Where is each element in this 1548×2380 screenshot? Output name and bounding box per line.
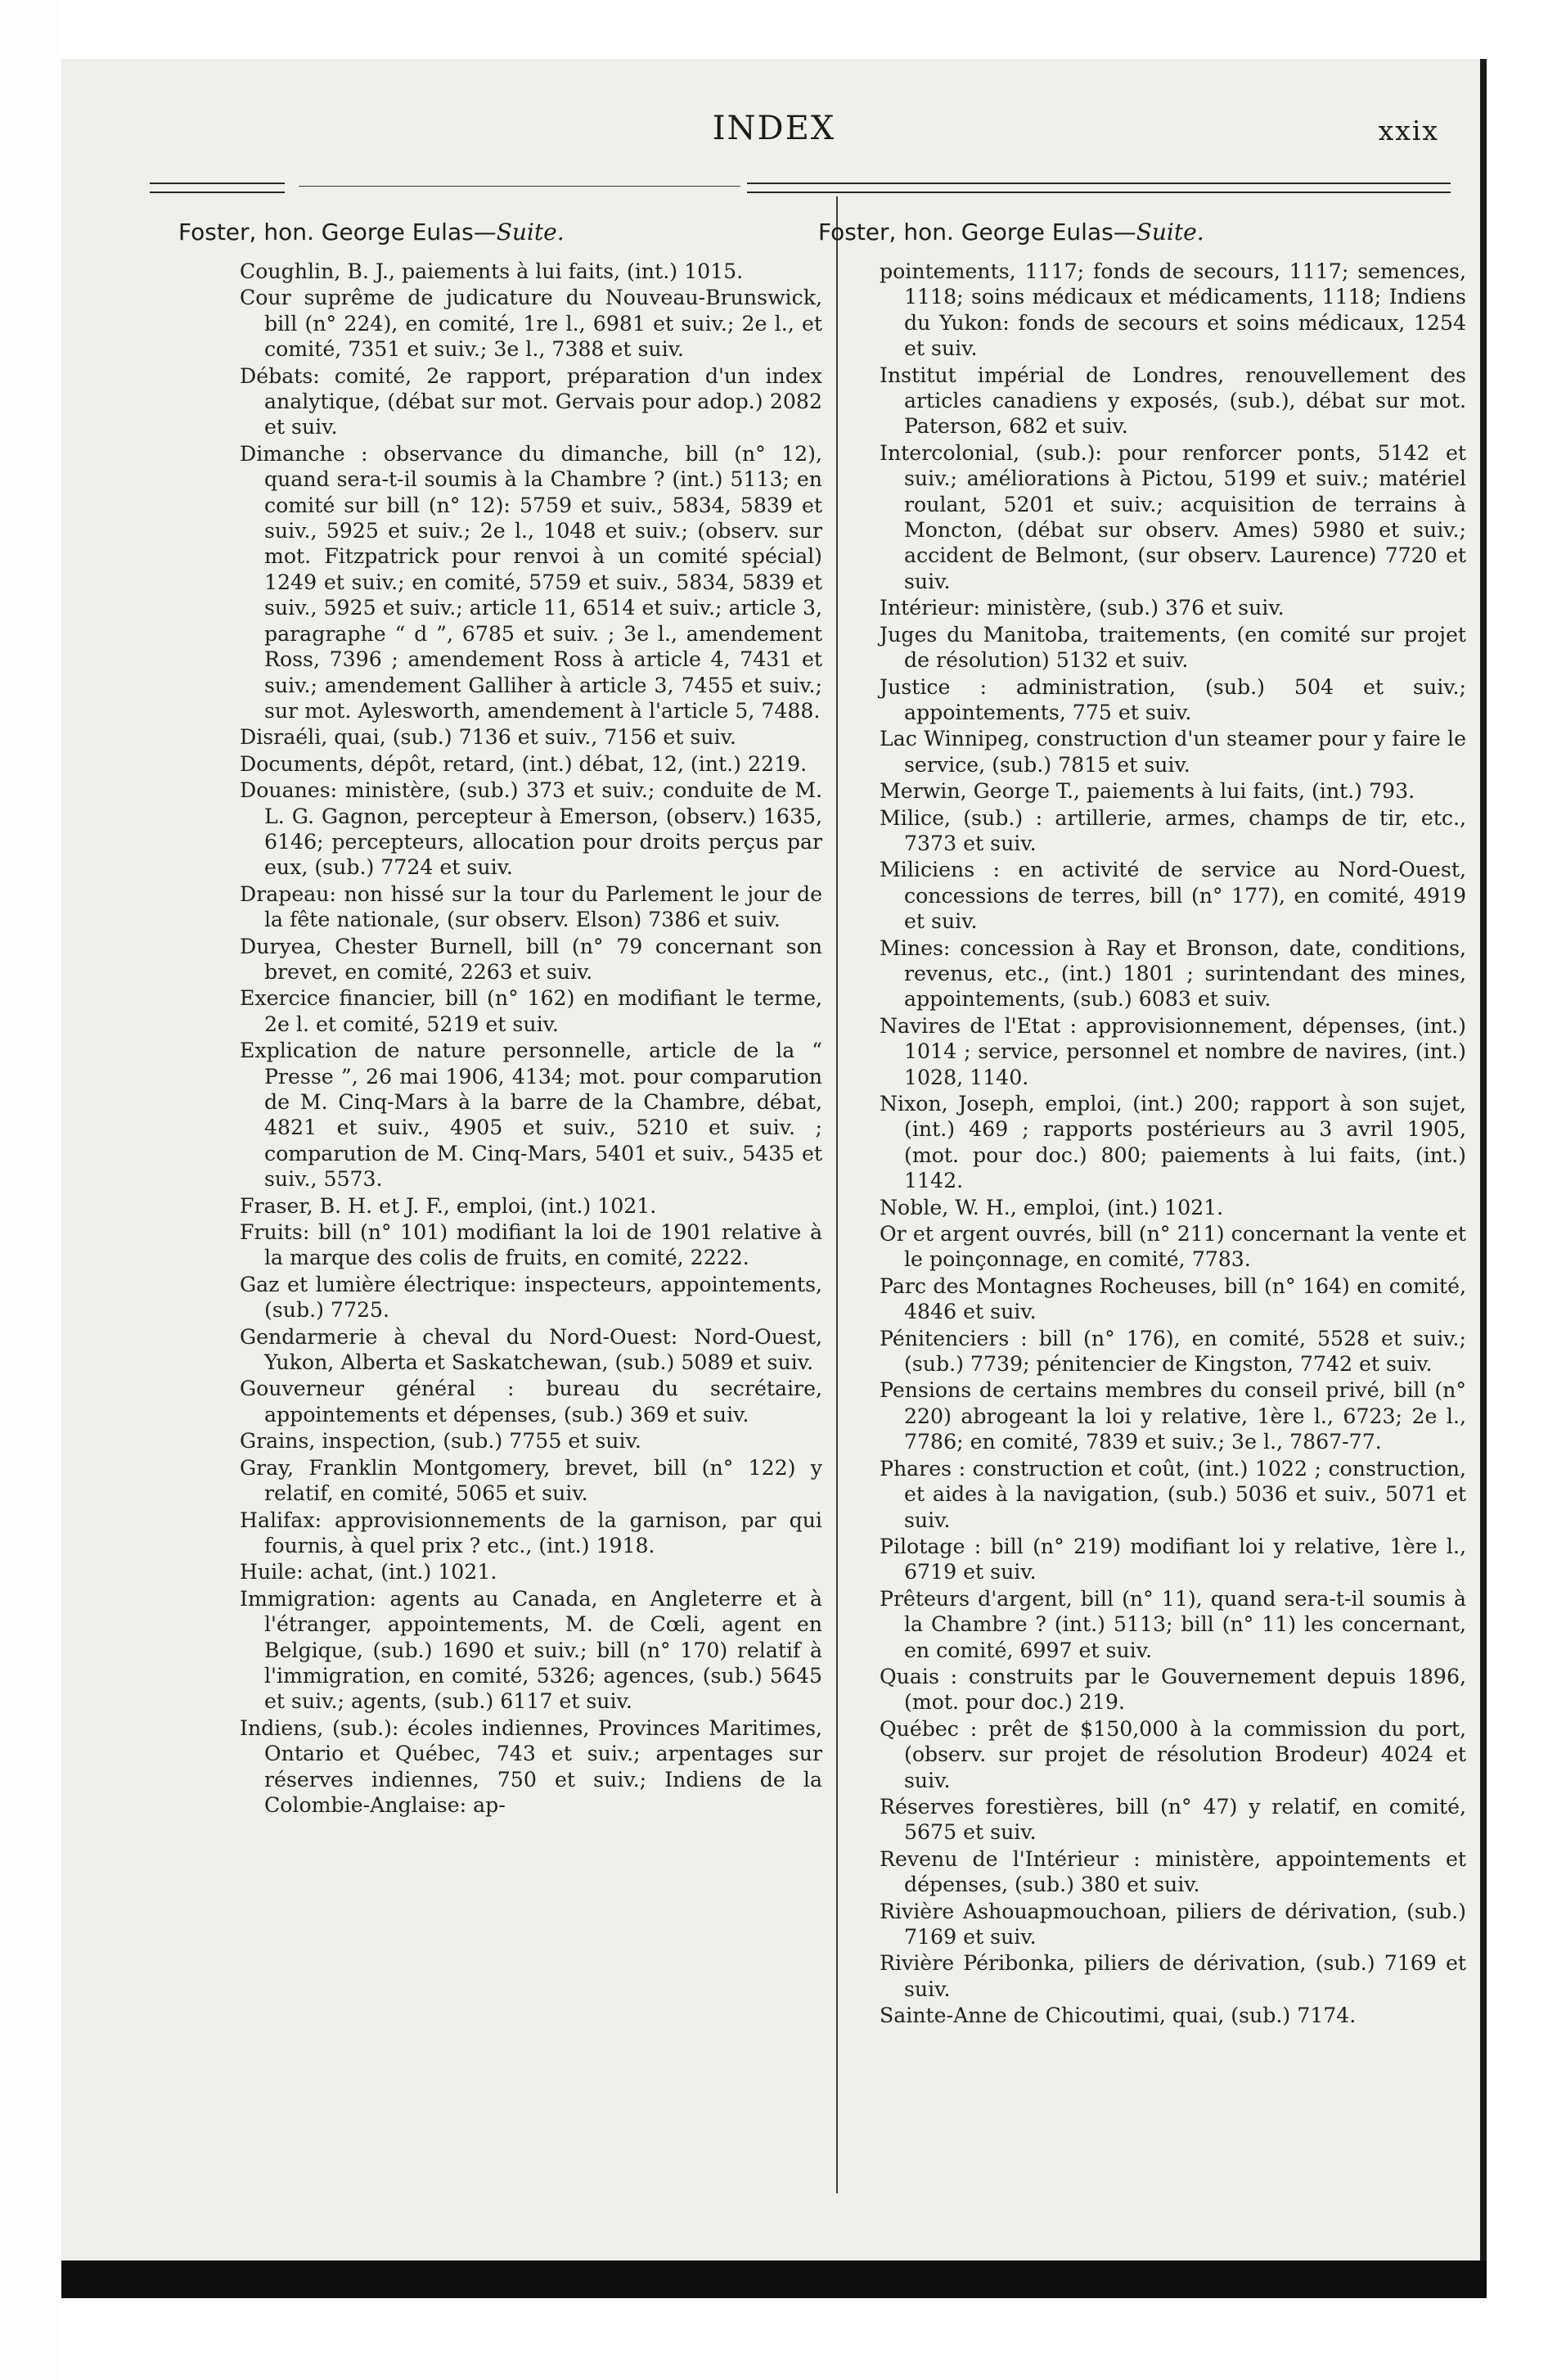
index-entry: Juges du Manitoba, traitements, (en comité sur projet de résolution) 5132 et suiv. xyxy=(880,622,1466,673)
index-entry: Justice : administration, (sub.) 504 et suiv.; appointements, 775 et suiv. xyxy=(880,674,1466,724)
index-entry: Gouverneur général : bureau du secrétaire, appointements et dépenses, (sub.) 369 et suiv. xyxy=(240,1377,822,1427)
index-entry: Coughlin, B. J., paiements à lui faits, (int.) 1015. xyxy=(240,259,744,283)
index-entry: Institut impérial de Londres, renouvellement des articles canadiens y exposés, (sub.), débat sur mot. Paterson, 682 et suiv. xyxy=(880,363,1466,439)
index-entry: Noble, W. H., emploi, (int.) 1021. xyxy=(880,1195,1224,1219)
heading-suite: Suite. xyxy=(1136,219,1204,246)
index-entry: Documents, dépôt, retard, (int.) débat, 12, (int.) 2219. xyxy=(240,751,808,776)
index-entry: Revenu de l'Intérieur : ministère, appointements et dépenses, (sub.) 380 et suiv. xyxy=(880,1846,1466,1897)
index-entry: Pénitenciers : bill (n° 176), en comité, 5528 et suiv.; (sub.) 7739; pénitencier de Kingston, 7742 et suiv. xyxy=(880,1326,1466,1377)
scanned-page xyxy=(61,59,1487,2298)
header-rule-segment xyxy=(747,192,1451,193)
index-entry: Fraser, B. H. et J. F., emploi, (int.) 1021. xyxy=(240,1193,657,1218)
index-entry: Rivière Péribonka, piliers de dérivation, (sub.) 7169 et suiv. xyxy=(880,1951,1466,2001)
index-entry: Lac Winnipeg, construction d'un steamer pour y faire le service, (sub.) 7815 et suiv. xyxy=(880,727,1466,777)
heading-name: Foster, hon. George Eulas— xyxy=(818,219,1136,246)
running-title: INDEX xyxy=(712,110,836,147)
index-entry: Dimanche : observance du dimanche, bill (n° 12), quand sera-t-il soumis à la Chambre ? (int.) 5113; en comité sur bill (n° 12): 5759 et suiv., 5834, 5839 et suiv., 5925 et suiv.; 2e l., 1048 et suiv.; (observ. sur mot. Fitzpatrick pour renvoi à un comité spécial) 1249 et suiv.; en comité, 5759 et suiv., 5834, 5839 et suiv., 5925 et suiv.; article 11, 6514 et suiv.; article 3, paragraphe “ d ”, 6785 et suiv. ; 3e l., amendement Ross, 7396 ; amendement Ross à article 4, 7431 et suiv.; amendement Galliher à article 3, 7455 et suiv.; sur mot. Aylesworth, amendement à l'article 5, 7488. xyxy=(240,441,822,723)
index-entry: Or et argent ouvrés, bill (n° 211) concernant la vente et le poinçonnage, en comité, 7783. xyxy=(880,1222,1466,1272)
index-entry: Miliciens : en activité de service au Nord-Ouest, concessions de terres, bill (n° 177), en comité, 4919 et suiv. xyxy=(880,858,1466,934)
header-rule-segment xyxy=(150,183,285,184)
index-entry: Cour suprême de judicature du Nouveau-Brunswick, bill (n° 224), en comité, 1re l., 6981 et suiv.; 2e l., et comité, 7351 et suiv.; 3e l., 7388 et suiv. xyxy=(240,286,822,362)
index-entry: Milice, (sub.) : artillerie, armes, champs de tir, etc., 7373 et suiv. xyxy=(880,805,1466,855)
index-entry: Pensions de certains membres du conseil privé, bill (n° 220) abrogeant la loi y relative, 1ère l., 6723; 2e l., 7786; en comité, 7839 et suiv.; 3e l., 7867-77. xyxy=(880,1378,1466,1454)
index-entry: Intérieur: ministère, (sub.) 376 et suiv. xyxy=(880,596,1285,620)
index-entry: Huile: achat, (int.) 1021. xyxy=(240,1560,497,1584)
index-entry: Gendarmerie à cheval du Nord-Ouest: Nord-Ouest, Yukon, Alberta et Saskatchewan, (sub.) 5089 et suiv. xyxy=(240,1324,822,1375)
index-entry: Explication de nature personnelle, article de la “ Presse ”, 26 mai 1906, 4134; mot. pour comparution de M. Cinq-Mars à la barre de la Chambre, débat, 4821 et suiv., 4905 et suiv., 5210 et suiv. ; comparution de M. Cinq-Mars, 5401 et suiv., 5435 et suiv., 5573. xyxy=(240,1039,822,1192)
header-rule-segment xyxy=(150,192,285,193)
index-entry: pointements, 1117; fonds de secours, 1117; semences, 1118; soins médicaux et médicaments, 1118; Indiens du Yukon: fonds de secours et soins médicaux, 1254 et suiv. xyxy=(880,259,1466,361)
index-entry: Gray, Franklin Montgomery, brevet, bill (n° 122) y relatif, en comité, 5065 et suiv. xyxy=(240,1455,822,1506)
index-entry: Douanes: ministère, (sub.) 373 et suiv.; conduite de M. L. G. Gagnon, percepteur à Emerson, (observ.) 1635, 6146; percepteurs, allocation pour droits perçus par eux, (sub.) 7724 et suiv. xyxy=(240,778,822,880)
index-entry: Merwin, George T., paiements à lui faits, (int.) 793. xyxy=(880,779,1415,804)
index-entry: Débats: comité, 2e rapport, préparation d'un index analytique, (débat sur mot. Gervais pour adop.) 2082 et suiv. xyxy=(240,363,822,439)
index-entry: Rivière Ashouapmouchoan, piliers de dérivation, (sub.) 7169 et suiv. xyxy=(880,1899,1466,1949)
index-entry: Pilotage : bill (n° 219) modifiant loi y relative, 1ère l., 6719 et suiv. xyxy=(880,1534,1466,1584)
index-entry: Sainte-Anne de Chicoutimi, quai, (sub.) 7174. xyxy=(880,2004,1357,2028)
column-heading xyxy=(178,219,822,246)
index-entry: Intercolonial, (sub.): pour renforcer ponts, 5142 et suiv.; améliorations à Pictou, 5199 et suiv.; matériel roulant, 5201 et suiv.; acquisition de terrains à Moncton, (débat sur observ. Ames) 5980 et suiv.; accident de Belmont, (sur observ. Laurence) 7720 et suiv. xyxy=(880,440,1466,593)
index-entry: Mines: concession à Ray et Bronson, date, conditions, revenus, etc., (int.) 1801 ; surintendant des mines, appointements, (sub.) 6083 et suiv. xyxy=(880,935,1466,1012)
entry-list xyxy=(240,259,822,1818)
column-divider xyxy=(836,196,838,2193)
left-column xyxy=(178,219,822,1819)
index-entry: Exercice financier, bill (n° 162) en modifiant le terme, 2e l. et comité, 5219 et suiv. xyxy=(240,986,822,1036)
heading-suite: Suite. xyxy=(496,219,565,246)
scan-margin xyxy=(0,0,61,2380)
index-entry: Gaz et lumière électrique: inspecteurs, appointements, (sub.) 7725. xyxy=(240,1272,822,1323)
header-rule-segment xyxy=(747,183,1451,184)
index-entry: Quais : construits par le Gouvernement depuis 1896, (mot. pour doc.) 219. xyxy=(880,1664,1466,1715)
index-entry: Parc des Montagnes Rocheuses, bill (n° 164) en comité, 4846 et suiv. xyxy=(880,1273,1466,1324)
scan-edge-shadow xyxy=(1480,59,1487,2298)
index-entry: Duryea, Chester Burnell, bill (n° 79 concernant son brevet, en comité, 2263 et suiv. xyxy=(240,934,822,984)
index-entry: Navires de l'Etat : approvisionnement, dépenses, (int.) 1014 ; service, personnel et nombre de navires, (int.) 1028, 1140. xyxy=(880,1013,1466,1089)
index-entry: Fruits: bill (n° 101) modifiant la loi de 1901 relative à la marque des colis de fruits, en comité, 2222. xyxy=(240,1220,822,1270)
right-column xyxy=(818,219,1466,2030)
index-entry: Prêteurs d'argent, bill (n° 11), quand sera-t-il soumis à la Chambre ? (int.) 5113; bill (n° 11) les concernant, en comité, 6997 et suiv. xyxy=(880,1586,1466,1662)
index-entry: Grains, inspection, (sub.) 7755 et suiv. xyxy=(240,1429,641,1454)
index-entry: Réserves forestières, bill (n° 47) y relatif, en comité, 5675 et suiv. xyxy=(880,1794,1466,1845)
entry-list xyxy=(880,259,1466,2029)
index-entry: Québec : prêt de $150,000 à la commission du port, (observ. sur projet de résolution Brodeur) 4024 et suiv. xyxy=(880,1716,1466,1792)
index-entry: Phares : construction et coût, (int.) 1022 ; construction, et aides à la navigation, (sub.) 5036 et suiv., 5071 et suiv. xyxy=(880,1456,1466,1532)
column-heading xyxy=(818,219,1466,246)
index-entry: Halifax: approvisionnements de la garnison, par qui fournis, à quel prix ? etc., (int.) 1918. xyxy=(240,1508,822,1557)
heading-name: Foster, hon. George Eulas— xyxy=(178,219,497,246)
index-entry: Indiens, (sub.): écoles indiennes, Provinces Maritimes, Ontario et Québec, 743 et suiv.; arpentages sur réserves indiennes, 750 et suiv.; Indiens de la Colombie-Anglaise: ap- xyxy=(240,1715,822,1817)
header-rule-segment xyxy=(299,186,740,187)
page-number: xxix xyxy=(1378,115,1439,146)
index-entry: Disraéli, quai, (sub.) 7136 et suiv., 7156 et suiv. xyxy=(240,725,736,750)
index-entry: Drapeau: non hissé sur la tour du Parlement le jour de la fête nationale, (sur observ. Elson) 7386 et suiv. xyxy=(240,881,822,932)
index-entry: Immigration: agents au Canada, en Angleterre et à l'étranger, appointements, M. de Cœli, agent en Belgique, (sub.) 1690 et suiv.; bill (n° 170) relatif à l'immigration, en comité, 5326; agences, (sub.) 5645 et suiv.; agents, (sub.) 6117 et suiv. xyxy=(240,1586,822,1714)
scan-bottom-band xyxy=(61,2261,1487,2298)
index-entry: Nixon, Joseph, emploi, (int.) 200; rapport à son sujet, (int.) 469 ; rapports postérieurs au 3 avril 1905, (mot. pour doc.) 800; paiements à lui faits, (int.) 1142. xyxy=(880,1092,1466,1193)
